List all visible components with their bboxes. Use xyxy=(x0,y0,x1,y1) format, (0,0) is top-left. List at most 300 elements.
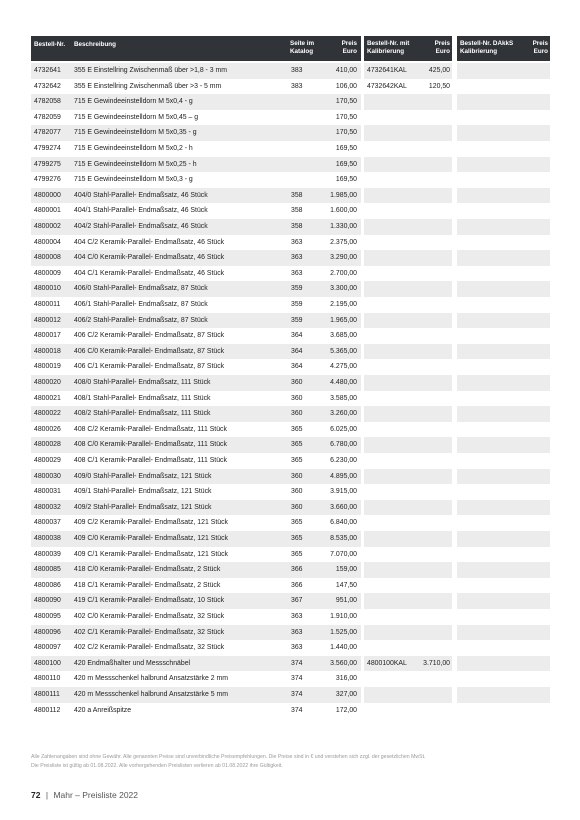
kal-row xyxy=(364,406,452,422)
table-row xyxy=(31,453,361,469)
cell-seite: 383 xyxy=(291,82,303,90)
cell-bestell-nr: 4800008 xyxy=(34,254,61,262)
cell-bestell-nr: 4800022 xyxy=(34,410,61,418)
table-row xyxy=(31,656,361,672)
cell-beschreibung: 418 C/1 Keramik-Parallel- Endmaßsatz, 2 Stück xyxy=(74,581,221,589)
page-footer xyxy=(31,790,138,800)
dakks-row xyxy=(457,437,550,453)
kal-row xyxy=(364,687,452,703)
cell-beschreibung: 420 m Messschenkel halbrund Ansatzstärke 2 mm xyxy=(74,675,228,683)
table-row xyxy=(31,297,361,313)
kal-row xyxy=(364,578,452,594)
cell-bestell-nr: 4800030 xyxy=(34,472,61,480)
cell-seite: 358 xyxy=(291,191,303,199)
cell-preis: 6.230,00 xyxy=(330,457,357,464)
dakks-row xyxy=(457,609,550,625)
cell-preis: 316,00 xyxy=(335,675,357,683)
cell-bestell-nr: 4800031 xyxy=(34,488,61,496)
cell-beschreibung: 402 C/0 Keramik-Parallel- Endmaßsatz, 32 Stück xyxy=(74,613,225,620)
cell-beschreibung: 404/0 Stahl-Parallel- Endmaßsatz, 46 Stück xyxy=(74,191,208,199)
kal-row xyxy=(364,235,452,251)
main-table-header xyxy=(31,36,361,61)
cell-seite: 363 xyxy=(291,644,303,652)
cell-bestell-nr: 4800019 xyxy=(34,363,61,371)
cell-bestell-nr: 4800001 xyxy=(34,207,61,215)
dakks-row xyxy=(457,94,550,110)
cell-seite: 374 xyxy=(291,706,303,714)
cell-bestell-nr: 4800021 xyxy=(34,394,61,402)
kal-row xyxy=(364,609,452,625)
table-row xyxy=(31,625,361,641)
table-row xyxy=(31,515,361,531)
kal-row xyxy=(364,531,452,547)
kal-row xyxy=(364,219,452,235)
cell-seite: 374 xyxy=(291,691,303,698)
table-row xyxy=(31,578,361,594)
kal-table-header xyxy=(364,36,452,61)
cell-bestell-nr: 4800012 xyxy=(34,316,61,324)
table-row xyxy=(31,359,361,375)
table-row xyxy=(31,281,361,297)
dakks-row xyxy=(457,703,550,719)
cell-beschreibung: 420 a Anreißspitze xyxy=(74,706,132,714)
cell-seite: 363 xyxy=(291,628,303,636)
cell-preis: 3.260,00 xyxy=(330,410,357,418)
cell-bestell-nr: 4800028 xyxy=(34,441,61,449)
cell-bestell-nr: 4800017 xyxy=(34,332,61,340)
dakks-row xyxy=(457,375,550,391)
cell-bestell-nr: 4800009 xyxy=(34,269,61,277)
dakks-row xyxy=(457,125,550,141)
dakks-row xyxy=(457,453,550,469)
dakks-row xyxy=(457,344,550,360)
table-row xyxy=(31,344,361,360)
cell-bestell-nr: 4800010 xyxy=(34,285,61,293)
cell-seite: 363 xyxy=(291,238,303,246)
cell-preis: 169,50 xyxy=(335,145,357,152)
cell-beschreibung: 420 m Messschenkel halbrund Ansatzstärke 5 mm xyxy=(74,691,228,698)
dakks-row xyxy=(457,593,550,609)
cell-beschreibung: 409/0 Stahl-Parallel- Endmaßsatz, 121 Stück xyxy=(74,472,212,480)
cell-bestell-nr: 4800097 xyxy=(34,644,61,652)
kal-row xyxy=(364,703,452,719)
dakks-row xyxy=(457,391,550,407)
cell-bestell-nr: 4800112 xyxy=(34,706,61,714)
cell-seite: 363 xyxy=(291,254,303,262)
table-row xyxy=(31,313,361,329)
table-row xyxy=(31,671,361,687)
cell-seite: 367 xyxy=(291,597,303,605)
kal-row xyxy=(364,391,452,407)
kal-row xyxy=(364,422,452,438)
cell-bestell-nr: 4800039 xyxy=(34,550,61,558)
table-row xyxy=(31,188,361,204)
cell-bestell-nr: 4782058 xyxy=(34,98,61,106)
cell-bestell-nr: 4800100 xyxy=(34,659,61,667)
table-row xyxy=(31,469,361,485)
cell-preis: 169,50 xyxy=(335,176,357,184)
cell-seite: 360 xyxy=(291,503,303,511)
cell-seite: 364 xyxy=(291,332,303,340)
dakks-row xyxy=(457,500,550,516)
table-row xyxy=(31,235,361,251)
kal-row xyxy=(364,94,452,110)
cell-beschreibung: 406/2 Stahl-Parallel- Endmaßsatz, 87 Stück xyxy=(74,316,208,324)
kal-row xyxy=(364,484,452,500)
kal-row xyxy=(364,437,452,453)
table-row xyxy=(31,375,361,391)
dakks-row xyxy=(457,235,550,251)
kal-row xyxy=(364,640,452,656)
cell-beschreibung: 406 C/1 Keramik-Parallel- Endmaßsatz, 87 Stück xyxy=(74,363,225,371)
cell-preis: 1.910,00 xyxy=(330,613,357,620)
table-row xyxy=(31,500,361,516)
table-row xyxy=(31,687,361,703)
cell-bestell-nr: 4800086 xyxy=(34,581,61,589)
cell-preis: 3.685,00 xyxy=(330,332,357,340)
cell-beschreibung: 418 C/0 Keramik-Parallel- Endmaßsatz, 2 Stück xyxy=(74,566,221,574)
cell-kal-preis: 3.710,00 xyxy=(423,659,450,667)
cell-beschreibung: 715 E Gewindeeinstelldorn M 5x0,45 – g xyxy=(74,113,199,121)
cell-seite: 360 xyxy=(291,472,303,480)
dakks-row xyxy=(457,157,550,173)
cell-seite: 365 xyxy=(291,457,303,464)
kal-row xyxy=(364,625,452,641)
kal-row xyxy=(364,328,452,344)
table-row xyxy=(31,609,361,625)
table-row xyxy=(31,203,361,219)
cell-beschreibung: 355 E Einstellring Zwischenmaß über >1,8 - 3 mm xyxy=(74,67,227,74)
table-row xyxy=(31,531,361,547)
table-row xyxy=(31,157,361,173)
kal-row xyxy=(364,141,452,157)
table-row xyxy=(31,141,361,157)
cell-bestell-nr: 4800090 xyxy=(34,597,61,605)
dakks-row xyxy=(457,406,550,422)
cell-beschreibung: 408 C/2 Keramik-Parallel- Endmaßsatz, 111 Stück xyxy=(74,425,227,433)
cell-seite: 360 xyxy=(291,410,303,418)
cell-beschreibung: 715 E Gewindeeinstelldorn M 5x0,3 - g xyxy=(74,176,193,184)
cell-preis: 3.660,00 xyxy=(330,503,357,511)
cell-preis: 1.985,00 xyxy=(330,191,357,199)
cell-kal-bestell-nr: 4732641KAL xyxy=(367,67,407,74)
cell-bestell-nr: 4800096 xyxy=(34,628,61,636)
cell-preis: 170,50 xyxy=(335,129,357,137)
cell-bestell-nr: 4800111 xyxy=(34,691,60,698)
cell-bestell-nr: 4800037 xyxy=(34,519,61,527)
cell-preis: 1.330,00 xyxy=(330,223,357,230)
table-row xyxy=(31,219,361,235)
kal-row xyxy=(364,344,452,360)
cell-preis: 169,50 xyxy=(335,160,357,168)
dakks-row xyxy=(457,188,550,204)
cell-beschreibung: 409/2 Stahl-Parallel- Endmaßsatz, 121 Stück xyxy=(74,503,212,511)
cell-bestell-nr: 4800095 xyxy=(34,613,61,620)
cell-bestell-nr: 4782077 xyxy=(34,129,61,137)
cell-seite: 359 xyxy=(291,285,303,293)
cell-preis: 1.525,00 xyxy=(330,628,357,636)
cell-seite: 364 xyxy=(291,363,303,371)
cell-preis: 170,50 xyxy=(335,98,357,106)
cell-preis: 3.300,00 xyxy=(330,285,357,293)
cell-seite: 358 xyxy=(291,207,303,215)
footer-separator: | xyxy=(45,790,49,800)
dakks-row xyxy=(457,640,550,656)
cell-preis: 1.965,00 xyxy=(330,316,357,324)
cell-kal-bestell-nr: 4732642KAL xyxy=(367,82,407,90)
cell-kal-preis: 425,00 xyxy=(428,67,450,74)
table-row xyxy=(31,266,361,282)
cell-seite: 360 xyxy=(291,394,303,402)
dakks-row xyxy=(457,562,550,578)
kal-row xyxy=(364,500,452,516)
table-row xyxy=(31,391,361,407)
table-row xyxy=(31,437,361,453)
cell-seite: 360 xyxy=(291,488,303,496)
cell-kal-preis: 120,50 xyxy=(428,82,450,90)
kal-row xyxy=(364,313,452,329)
cell-beschreibung: 404/1 Stahl-Parallel- Endmaßsatz, 46 Stück xyxy=(74,207,208,215)
table-row xyxy=(31,110,361,126)
cell-seite: 365 xyxy=(291,519,303,527)
dakks-row xyxy=(457,328,550,344)
cell-beschreibung: 404 C/1 Keramik-Parallel- Endmaßsatz, 46 Stück xyxy=(74,269,225,277)
kal-row xyxy=(364,593,452,609)
cell-preis: 2.375,00 xyxy=(330,238,357,246)
kal-row xyxy=(364,656,452,672)
cell-beschreibung: 715 E Gewindeeinstelldorn M 5x0,25 - h xyxy=(74,160,197,168)
table-row xyxy=(31,406,361,422)
dakks-row xyxy=(457,141,550,157)
kal-row xyxy=(364,203,452,219)
cell-preis: 4.275,00 xyxy=(330,363,357,371)
kal-row xyxy=(364,515,452,531)
cell-bestell-nr: 4800011 xyxy=(34,301,61,308)
cell-beschreibung: 408 C/0 Keramik-Parallel- Endmaßsatz, 111 Stück xyxy=(74,441,227,449)
cell-seite: 366 xyxy=(291,581,303,589)
dakks-row xyxy=(457,671,550,687)
dakks-row xyxy=(457,110,550,126)
cell-beschreibung: 715 E Gewindeeinstelldorn M 5x0,4 - g xyxy=(74,98,193,106)
cell-bestell-nr: 4782059 xyxy=(34,113,61,121)
dakks-row xyxy=(457,469,550,485)
cell-seite: 365 xyxy=(291,550,303,558)
cell-preis: 1.440,00 xyxy=(330,644,357,652)
table-row xyxy=(31,94,361,110)
kal-row xyxy=(364,172,452,188)
dakks-row xyxy=(457,313,550,329)
cell-beschreibung: 715 E Gewindeeinstelldorn M 5x0,2 - h xyxy=(74,145,193,152)
cell-beschreibung: 355 E Einstellring Zwischenmaß über >3 - 5 mm xyxy=(74,82,222,90)
kal-row xyxy=(364,469,452,485)
dakks-row xyxy=(457,63,550,79)
cell-beschreibung: 404 C/0 Keramik-Parallel- Endmaßsatz, 46 Stück xyxy=(74,254,225,262)
disclaimer xyxy=(31,753,426,771)
cell-preis: 147,50 xyxy=(335,581,357,589)
cell-beschreibung: 408/1 Stahl-Parallel- Endmaßsatz, 111 Stück xyxy=(74,394,211,402)
cell-beschreibung: 404 C/2 Keramik-Parallel- Endmaßsatz, 46 Stück xyxy=(74,238,225,246)
disclaimer-line-1: Alle Zahlenangaben sind ohne Gewähr. Alle genannten Preise sind unverbindliche Preisempfehlungen. Die Preise sind in € und verstehen sich zzgl. der gesetzlichen MwSt. xyxy=(31,754,426,760)
header-kal-preis: Preis Euro xyxy=(434,40,450,55)
table-row xyxy=(31,422,361,438)
cell-preis: 8.535,00 xyxy=(330,535,357,542)
cell-beschreibung: 408/2 Stahl-Parallel- Endmaßsatz, 111 Stück xyxy=(74,410,211,418)
cell-bestell-nr: 4799275 xyxy=(34,160,61,168)
cell-bestell-nr: 4800002 xyxy=(34,223,61,230)
cell-preis: 6.780,00 xyxy=(330,441,357,449)
kal-row xyxy=(364,250,452,266)
table-row xyxy=(31,328,361,344)
cell-seite: 363 xyxy=(291,613,303,620)
cell-preis: 159,00 xyxy=(335,566,357,574)
cell-beschreibung: 409 C/0 Keramik-Parallel- Endmaßsatz, 121 Stück xyxy=(74,535,228,542)
cell-seite: 359 xyxy=(291,301,303,308)
dakks-row xyxy=(457,578,550,594)
cell-preis: 3.585,00 xyxy=(330,394,357,402)
table-row xyxy=(31,125,361,141)
cell-bestell-nr: 4799276 xyxy=(34,176,61,184)
cell-seite: 383 xyxy=(291,67,303,74)
dakks-row xyxy=(457,250,550,266)
cell-bestell-nr: 4799274 xyxy=(34,145,61,152)
cell-beschreibung: 409 C/2 Keramik-Parallel- Endmaßsatz, 121 Stück xyxy=(74,519,228,527)
table-row xyxy=(31,640,361,656)
header-preis: Preis Euro xyxy=(341,40,357,55)
kal-row xyxy=(364,125,452,141)
page-number: 72 xyxy=(31,790,41,800)
cell-beschreibung: 406 C/0 Keramik-Parallel- Endmaßsatz, 87 Stück xyxy=(74,347,225,355)
cell-beschreibung: 409 C/1 Keramik-Parallel- Endmaßsatz, 121 Stück xyxy=(74,550,228,558)
kal-row xyxy=(364,562,452,578)
cell-preis: 3.560,00 xyxy=(330,659,357,667)
cell-bestell-nr: 4800110 xyxy=(34,675,61,683)
cell-preis: 410,00 xyxy=(335,67,357,74)
footer-title: Mahr – Preisliste 2022 xyxy=(53,790,139,800)
cell-beschreibung: 409/1 Stahl-Parallel- Endmaßsatz, 121 Stück xyxy=(74,488,212,496)
cell-seite: 359 xyxy=(291,316,303,324)
cell-seite: 364 xyxy=(291,347,303,355)
cell-bestell-nr: 4800029 xyxy=(34,457,61,464)
cell-preis: 4.480,00 xyxy=(330,379,357,386)
cell-preis: 1.600,00 xyxy=(330,207,357,215)
kal-row xyxy=(364,547,452,563)
dakks-row xyxy=(457,359,550,375)
table-row xyxy=(31,562,361,578)
table-row xyxy=(31,63,361,79)
cell-preis: 2.195,00 xyxy=(330,301,357,308)
header-seite: Seite im Katalog xyxy=(290,40,315,55)
cell-bestell-nr: 4800085 xyxy=(34,566,61,574)
cell-preis: 106,00 xyxy=(335,82,357,90)
cell-bestell-nr: 4800018 xyxy=(34,347,61,355)
table-row xyxy=(31,547,361,563)
cell-beschreibung: 404/2 Stahl-Parallel- Endmaßsatz, 46 Stück xyxy=(74,223,208,230)
dakks-row xyxy=(457,297,550,313)
header-dakks-bestell-nr: Bestell-Nr. DAkkS Kalibrierung xyxy=(460,40,514,55)
cell-beschreibung: 715 E Gewindeeinstelldorn M 5x0,35 - g xyxy=(74,129,197,137)
cell-bestell-nr: 4800038 xyxy=(34,535,61,542)
cell-seite: 374 xyxy=(291,659,303,667)
cell-bestell-nr: 4800000 xyxy=(34,191,61,199)
cell-beschreibung: 406 C/2 Keramik-Parallel- Endmaßsatz, 87 Stück xyxy=(74,332,225,340)
kal-row xyxy=(364,110,452,126)
cell-preis: 6.025,00 xyxy=(330,425,357,433)
dakks-row xyxy=(457,687,550,703)
cell-bestell-nr: 4800020 xyxy=(34,379,61,386)
header-dakks-preis: Preis Euro xyxy=(532,40,548,55)
cell-seite: 365 xyxy=(291,425,303,433)
cell-preis: 4.895,00 xyxy=(330,472,357,480)
cell-seite: 363 xyxy=(291,269,303,277)
dakks-row xyxy=(457,515,550,531)
dakks-row xyxy=(457,422,550,438)
dakks-row xyxy=(457,219,550,235)
cell-seite: 365 xyxy=(291,535,303,542)
kal-row xyxy=(364,188,452,204)
cell-preis: 3.915,00 xyxy=(330,488,357,496)
cell-preis: 170,50 xyxy=(335,113,357,121)
disclaimer-line-2: Die Preisliste ist gültig ab 01.08.2022. Alle vorhergehenden Preislisten verlieren ab 01.08.2022 ihre Gültigkeit. xyxy=(31,763,283,769)
dakks-table-header xyxy=(457,36,550,61)
kal-row xyxy=(364,671,452,687)
cell-preis: 172,00 xyxy=(335,706,357,714)
cell-seite: 365 xyxy=(291,441,303,449)
cell-preis: 2.700,00 xyxy=(330,269,357,277)
dakks-row xyxy=(457,531,550,547)
cell-beschreibung: 420 Endmaßhalter und Messschnäbel xyxy=(74,659,191,667)
cell-beschreibung: 408 C/1 Keramik-Parallel- Endmaßsatz, 111 Stück xyxy=(74,457,227,464)
header-beschreibung: Beschreibung xyxy=(74,41,116,48)
table-row xyxy=(31,172,361,188)
dakks-row xyxy=(457,79,550,95)
dakks-row xyxy=(457,266,550,282)
cell-preis: 3.290,00 xyxy=(330,254,357,262)
kal-row xyxy=(364,359,452,375)
table-row xyxy=(31,484,361,500)
cell-beschreibung: 402 C/2 Keramik-Parallel- Endmaßsatz, 32 Stück xyxy=(74,644,225,652)
dakks-row xyxy=(457,656,550,672)
cell-bestell-nr: 4800004 xyxy=(34,238,61,246)
header-kal-bestell-nr: Bestell-Nr. mit Kalibrierung xyxy=(367,40,410,55)
cell-seite: 360 xyxy=(291,379,303,386)
kal-row xyxy=(364,375,452,391)
cell-preis: 7.070,00 xyxy=(330,550,357,558)
cell-beschreibung: 408/0 Stahl-Parallel- Endmaßsatz, 111 Stück xyxy=(74,379,211,386)
cell-bestell-nr: 4732642 xyxy=(34,82,61,90)
kal-row xyxy=(364,453,452,469)
cell-seite: 358 xyxy=(291,223,303,230)
table-row xyxy=(31,703,361,719)
kal-row xyxy=(364,266,452,282)
cell-beschreibung: 402 C/1 Keramik-Parallel- Endmaßsatz, 32 Stück xyxy=(74,628,225,636)
cell-bestell-nr: 4800026 xyxy=(34,425,61,433)
dakks-row xyxy=(457,547,550,563)
cell-seite: 366 xyxy=(291,566,303,574)
kal-row xyxy=(364,297,452,313)
table-row xyxy=(31,250,361,266)
cell-preis: 951,00 xyxy=(335,597,357,605)
header-bestell-nr: Bestell-Nr. xyxy=(34,41,66,48)
cell-bestell-nr: 4800032 xyxy=(34,503,61,511)
cell-beschreibung: 419 C/1 Keramik-Parallel- Endmaßsatz, 10 Stück xyxy=(74,597,225,605)
table-row xyxy=(31,79,361,95)
kal-row xyxy=(364,63,452,79)
cell-beschreibung: 406/1 Stahl-Parallel- Endmaßsatz, 87 Stück xyxy=(74,301,208,308)
dakks-row xyxy=(457,203,550,219)
kal-row xyxy=(364,79,452,95)
cell-preis: 5.365,00 xyxy=(330,347,357,355)
dakks-row xyxy=(457,484,550,500)
